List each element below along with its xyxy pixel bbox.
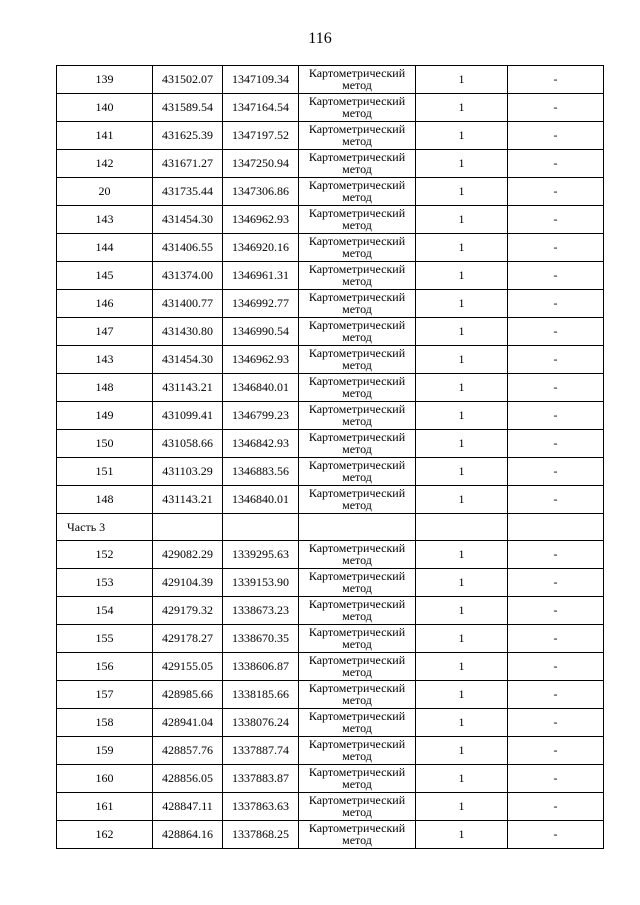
y-coordinate-cell: 1338670.35 [223,625,299,653]
accuracy-cell: 1 [416,178,508,206]
y-coordinate-cell: 1346962.93 [223,346,299,374]
description-cell: - [508,569,604,597]
point-number-cell: 153 [57,569,153,597]
y-coordinate-cell: 1338076.24 [223,709,299,737]
table-row [57,206,604,234]
description-cell: - [508,765,604,793]
description-cell: - [508,318,604,346]
accuracy-cell: 1 [416,290,508,318]
y-coordinate-cell: 1339153.90 [223,569,299,597]
x-coordinate-cell: 431103.29 [153,458,223,486]
y-coordinate-cell: 1346962.93 [223,206,299,234]
description-cell: - [508,94,604,122]
table-row [57,458,604,486]
method-cell: Картометрический метод [299,793,416,821]
accuracy-cell: 1 [416,318,508,346]
table-row [57,402,604,430]
point-number-cell: 139 [57,66,153,94]
description-cell: - [508,262,604,290]
x-coordinate-cell: 431058.66 [153,430,223,458]
y-coordinate-cell: 1346920.16 [223,234,299,262]
table-row [57,234,604,262]
point-number-cell: 152 [57,541,153,569]
x-coordinate-cell: 431502.07 [153,66,223,94]
empty-cell [299,514,416,541]
table-row [57,430,604,458]
y-coordinate-cell: 1347250.94 [223,150,299,178]
description-cell: - [508,402,604,430]
accuracy-cell: 1 [416,597,508,625]
x-coordinate-cell: 431406.55 [153,234,223,262]
accuracy-cell: 1 [416,625,508,653]
y-coordinate-cell: 1338673.23 [223,597,299,625]
method-cell: Картометрический метод [299,318,416,346]
coordinates-table [56,65,604,849]
empty-cell [508,514,604,541]
description-cell: - [508,458,604,486]
point-number-cell: 159 [57,737,153,765]
table-row [57,262,604,290]
accuracy-cell: 1 [416,374,508,402]
description-cell: - [508,681,604,709]
y-coordinate-cell: 1346799.23 [223,402,299,430]
point-number-cell: 160 [57,765,153,793]
x-coordinate-cell: 428941.04 [153,709,223,737]
description-cell: - [508,234,604,262]
accuracy-cell: 1 [416,793,508,821]
x-coordinate-cell: 431735.44 [153,178,223,206]
x-coordinate-cell: 431671.27 [153,150,223,178]
description-cell: - [508,206,604,234]
empty-cell [153,514,223,541]
description-cell: - [508,737,604,765]
point-number-cell: 147 [57,318,153,346]
method-cell: Картометрический метод [299,150,416,178]
method-cell: Картометрический метод [299,737,416,765]
accuracy-cell: 1 [416,206,508,234]
description-cell: - [508,66,604,94]
table-row [57,625,604,653]
x-coordinate-cell: 431143.21 [153,374,223,402]
method-cell: Картометрический метод [299,625,416,653]
table-row [57,122,604,150]
x-coordinate-cell: 431374.00 [153,262,223,290]
table-row [57,793,604,821]
page-number: 116 [308,30,332,47]
table-row [57,821,604,849]
y-coordinate-cell: 1347197.52 [223,122,299,150]
y-coordinate-cell: 1346990.54 [223,318,299,346]
y-coordinate-cell: 1346842.93 [223,430,299,458]
y-coordinate-cell: 1339295.63 [223,541,299,569]
description-cell: - [508,122,604,150]
table-row [57,765,604,793]
y-coordinate-cell: 1337887.74 [223,737,299,765]
accuracy-cell: 1 [416,681,508,709]
accuracy-cell: 1 [416,262,508,290]
x-coordinate-cell: 431454.30 [153,206,223,234]
method-cell: Картометрический метод [299,541,416,569]
table-row [57,318,604,346]
point-number-cell: 146 [57,290,153,318]
table-row [57,178,604,206]
description-cell: - [508,290,604,318]
method-cell: Картометрический метод [299,569,416,597]
point-number-cell: 143 [57,346,153,374]
method-cell: Картометрический метод [299,94,416,122]
accuracy-cell: 1 [416,709,508,737]
point-number-cell: 141 [57,122,153,150]
point-number-cell: 161 [57,793,153,821]
description-cell: - [508,430,604,458]
accuracy-cell: 1 [416,821,508,849]
method-cell: Картометрический метод [299,681,416,709]
y-coordinate-cell: 1347164.54 [223,94,299,122]
method-cell: Картометрический метод [299,374,416,402]
x-coordinate-cell: 428985.66 [153,681,223,709]
accuracy-cell: 1 [416,402,508,430]
method-cell: Картометрический метод [299,206,416,234]
x-coordinate-cell: 429179.32 [153,597,223,625]
y-coordinate-cell: 1338606.87 [223,653,299,681]
method-cell: Картометрический метод [299,262,416,290]
method-cell: Картометрический метод [299,486,416,514]
y-coordinate-cell: 1337868.25 [223,821,299,849]
accuracy-cell: 1 [416,486,508,514]
x-coordinate-cell: 429104.39 [153,569,223,597]
x-coordinate-cell: 429155.05 [153,653,223,681]
description-cell: - [508,821,604,849]
accuracy-cell: 1 [416,94,508,122]
point-number-cell: 155 [57,625,153,653]
point-number-cell: 145 [57,262,153,290]
description-cell: - [508,541,604,569]
x-coordinate-cell: 431454.30 [153,346,223,374]
method-cell: Картометрический метод [299,430,416,458]
y-coordinate-cell: 1337883.87 [223,765,299,793]
y-coordinate-cell: 1347306.86 [223,178,299,206]
point-number-cell: 158 [57,709,153,737]
empty-cell [223,514,299,541]
table-row [57,374,604,402]
description-cell: - [508,346,604,374]
x-coordinate-cell: 431143.21 [153,486,223,514]
description-cell: - [508,793,604,821]
table-row [57,681,604,709]
point-number-cell: 162 [57,821,153,849]
section-header-row [57,514,604,541]
accuracy-cell: 1 [416,737,508,765]
point-number-cell: 154 [57,597,153,625]
method-cell: Картометрический метод [299,597,416,625]
method-cell: Картометрический метод [299,653,416,681]
y-coordinate-cell: 1347109.34 [223,66,299,94]
method-cell: Картометрический метод [299,66,416,94]
x-coordinate-cell: 428857.76 [153,737,223,765]
table-row [57,94,604,122]
y-coordinate-cell: 1337863.63 [223,793,299,821]
x-coordinate-cell: 429082.29 [153,541,223,569]
method-cell: Картометрический метод [299,290,416,318]
table-row [57,597,604,625]
table-row [57,66,604,94]
x-coordinate-cell: 431099.41 [153,402,223,430]
x-coordinate-cell: 428847.11 [153,793,223,821]
accuracy-cell: 1 [416,541,508,569]
y-coordinate-cell: 1346840.01 [223,486,299,514]
method-cell: Картометрический метод [299,709,416,737]
point-number-cell: 144 [57,234,153,262]
table-row [57,709,604,737]
method-cell: Картометрический метод [299,765,416,793]
method-cell: Картометрический метод [299,821,416,849]
x-coordinate-cell: 431430.80 [153,318,223,346]
y-coordinate-cell: 1346992.77 [223,290,299,318]
y-coordinate-cell: 1346840.01 [223,374,299,402]
y-coordinate-cell: 1346883.56 [223,458,299,486]
method-cell: Картометрический метод [299,234,416,262]
description-cell: - [508,150,604,178]
point-number-cell: 151 [57,458,153,486]
table-row [57,150,604,178]
table-row [57,737,604,765]
section-label-cell: Часть 3 [57,514,153,541]
point-number-cell: 142 [57,150,153,178]
point-number-cell: 20 [57,178,153,206]
description-cell: - [508,178,604,206]
x-coordinate-cell: 429178.27 [153,625,223,653]
accuracy-cell: 1 [416,346,508,374]
x-coordinate-cell: 431400.77 [153,290,223,318]
point-number-cell: 140 [57,94,153,122]
accuracy-cell: 1 [416,569,508,597]
description-cell: - [508,597,604,625]
coordinates-table-body [57,66,604,849]
table-row [57,541,604,569]
point-number-cell: 157 [57,681,153,709]
y-coordinate-cell: 1346961.31 [223,262,299,290]
table-row [57,569,604,597]
x-coordinate-cell: 431625.39 [153,122,223,150]
description-cell: - [508,625,604,653]
point-number-cell: 143 [57,206,153,234]
point-number-cell: 148 [57,486,153,514]
method-cell: Картометрический метод [299,178,416,206]
y-coordinate-cell: 1338185.66 [223,681,299,709]
accuracy-cell: 1 [416,122,508,150]
accuracy-cell: 1 [416,430,508,458]
accuracy-cell: 1 [416,234,508,262]
point-number-cell: 156 [57,653,153,681]
point-number-cell: 150 [57,430,153,458]
method-cell: Картометрический метод [299,458,416,486]
table-row [57,486,604,514]
description-cell: - [508,653,604,681]
x-coordinate-cell: 428856.05 [153,765,223,793]
description-cell: - [508,374,604,402]
method-cell: Картометрический метод [299,402,416,430]
accuracy-cell: 1 [416,458,508,486]
method-cell: Картометрический метод [299,122,416,150]
accuracy-cell: 1 [416,653,508,681]
accuracy-cell: 1 [416,765,508,793]
x-coordinate-cell: 431589.54 [153,94,223,122]
table-row [57,290,604,318]
accuracy-cell: 1 [416,150,508,178]
point-number-cell: 149 [57,402,153,430]
x-coordinate-cell: 428864.16 [153,821,223,849]
empty-cell [416,514,508,541]
table-row [57,346,604,374]
method-cell: Картометрический метод [299,346,416,374]
description-cell: - [508,709,604,737]
table-row [57,653,604,681]
accuracy-cell: 1 [416,66,508,94]
description-cell: - [508,486,604,514]
point-number-cell: 148 [57,374,153,402]
